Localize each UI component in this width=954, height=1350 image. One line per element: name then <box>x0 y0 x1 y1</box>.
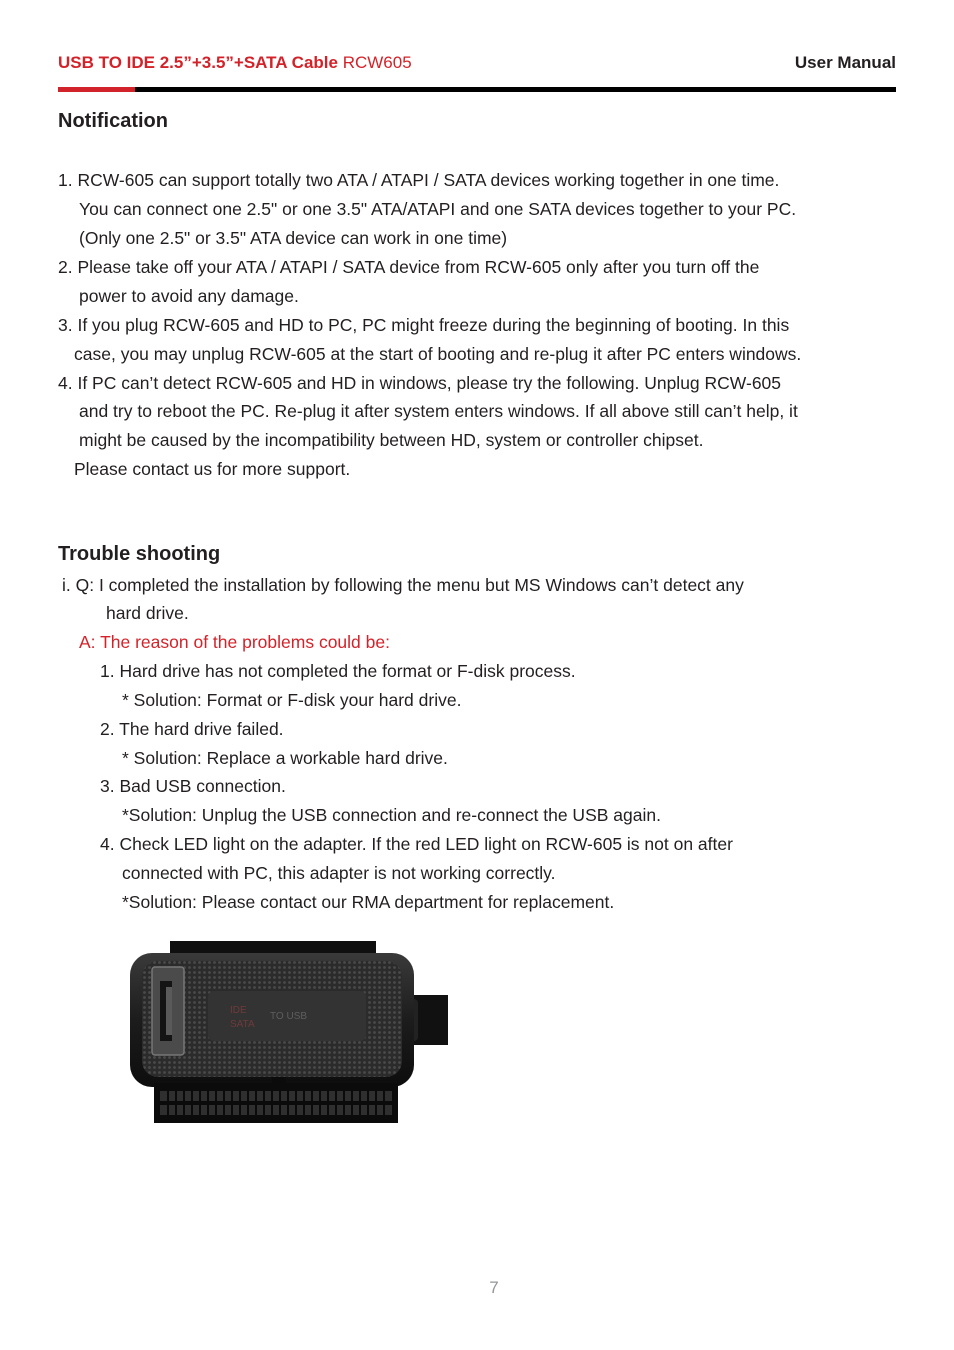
question-line: i. Q: I completed the installation by following the menu but MS Windows can’t detect any <box>62 575 744 595</box>
notification-heading: Notification <box>58 110 168 132</box>
solution-line: * Solution: Replace a workable hard drive. <box>122 748 448 768</box>
header-divider <box>58 87 896 92</box>
solution-line: 2. The hard drive failed. <box>100 719 284 739</box>
notification-line: power to avoid any damage. <box>79 286 299 306</box>
notification-line: 3. If you plug RCW-605 and HD to PC, PC might freeze during the beginning of booting. In this <box>58 315 790 335</box>
notification-line: 1. RCW-605 can support totally two ATA / ATAPI / SATA devices working together in one time. <box>58 170 780 190</box>
notification-line: and try to reboot the PC. Re-plug it after system enters windows. If all above still can’t help, it <box>79 401 798 421</box>
notification-line: Please contact us for more support. <box>74 459 351 479</box>
solution-line: *Solution: Unplug the USB connection and re-connect the USB again. <box>122 805 661 825</box>
question-line: hard drive. <box>106 603 189 623</box>
notification-line: might be caused by the incompatibility between HD, system or controller chipset. <box>79 430 704 450</box>
adapter-photo <box>112 935 448 1135</box>
solution-line: 3. Bad USB connection. <box>100 776 286 796</box>
header-divider-accent <box>58 87 135 92</box>
solution-line: 4. Check LED light on the adapter. If the red LED light on RCW-605 is not on after <box>100 834 733 854</box>
answer-intro: A: The reason of the problems could be: <box>79 632 390 652</box>
notification-line: 4. If PC can’t detect RCW-605 and HD in windows, please try the following. Unplug RCW-605 <box>58 373 782 393</box>
notification-line: case, you may unplug RCW-605 at the start of booting and re-plug it after PC enters windows. <box>74 344 802 364</box>
header-product-title <box>58 53 412 73</box>
notification-line: 2. Please take off your ATA / ATAPI / SATA device from RCW-605 only after you turn off the <box>58 257 760 277</box>
ide-label: IDE <box>230 1005 247 1016</box>
solution-line: *Solution: Please contact our RMA department for replacement. <box>122 892 615 912</box>
solution-line: connected with PC, this adapter is not working correctly. <box>122 863 556 883</box>
page-number: 7 <box>489 1278 499 1297</box>
solution-line: 1. Hard drive has not completed the format or F-disk process. <box>100 661 576 681</box>
to-usb-label: TO USB <box>270 1011 308 1022</box>
troubleshooting-heading: Trouble shooting <box>58 543 221 565</box>
notification-line: You can connect one 2.5" or one 3.5" ATA/ATAPI and one SATA devices together to your PC. <box>79 199 797 219</box>
sata-label: SATA <box>230 1019 255 1030</box>
header-model: RCW605 <box>337 53 412 72</box>
notification-line: (Only one 2.5" or 3.5" ATA device can work in one time) <box>79 228 508 248</box>
solution-line: * Solution: Format or F-disk your hard drive. <box>122 690 462 710</box>
header-product-name: USB TO IDE 2.5”+3.5”+SATA Cable <box>58 53 338 72</box>
ide-connector <box>154 1083 398 1123</box>
header-manual-label: User Manual <box>794 53 896 72</box>
